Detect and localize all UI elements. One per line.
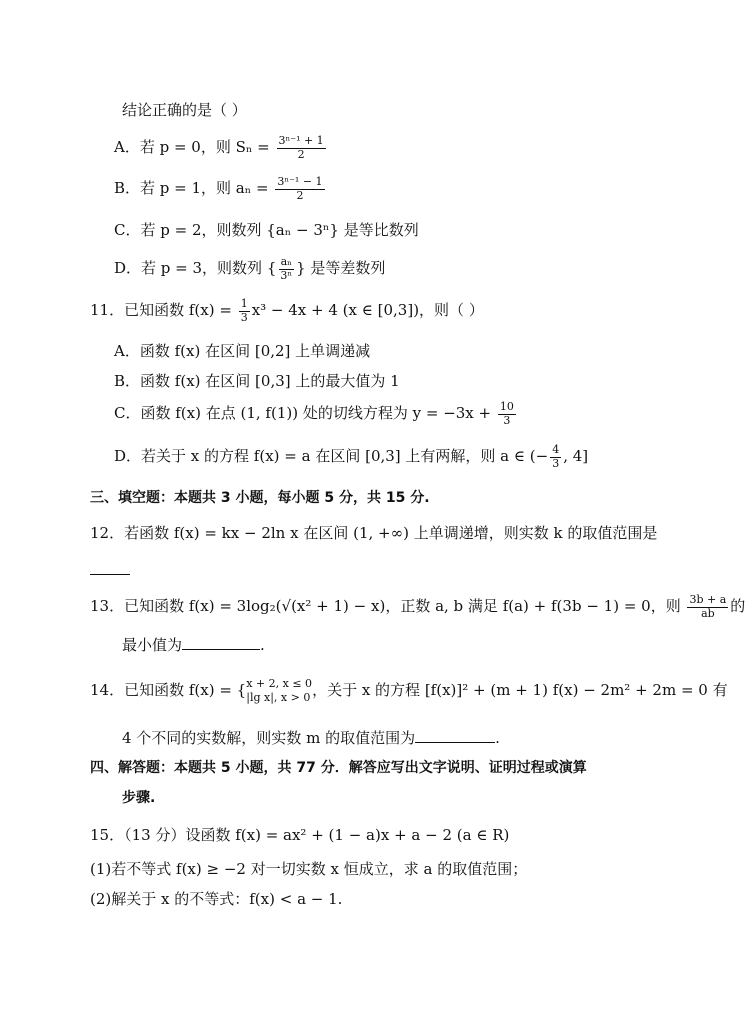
q11-option-d: D．若关于 x 的方程 f(x) = a 在区间 [0,3] 上有两解，则 a ∈ (− $\frac{4}{3}$ , 4] [114, 443, 589, 470]
section-4-heading: 四、解答题：本题共 5 小题，共 77 分．解答应写出文字说明、证明过程或演算 [90, 760, 587, 776]
q11-option-d-fraction: $\frac{4}{3}$ [552, 443, 560, 470]
q11-stem-fraction: $\frac{1}{3}$ [240, 297, 248, 324]
q10-option-a-fraction: $\frac{\text{3ⁿ⁻¹ + 1}}{2}$ [278, 134, 324, 161]
q14-piecewise-cases: x + 2, x ≤ 0 |lg x|, x > 0 [246, 677, 313, 704]
q14-line2: 4 个不同的实数解，则实数 m 的取值范围为 . [122, 729, 500, 747]
q11-option-a: A．函数 f(x) 在区间 [0,2] 上单调递减 [114, 342, 371, 360]
q14-stem: 14．已知函数 f(x) = { x + 2, x ≤ 0 |lg x|, x > 0 ，关于 x 的方程 [f(x)]² + (m + 1) f(x) − 2m² + 2m = 0 有 [90, 677, 728, 704]
q13-fraction: $\frac{3b + a}{ab}$ [689, 593, 727, 620]
q10-option-c: C．若 p = 2，则数列 {aₙ − 3ⁿ} 是等比数列 [114, 221, 419, 239]
q10-stem: 结论正确的是（ ） [122, 101, 247, 119]
q12-answer-blank[interactable] [90, 560, 130, 575]
q11-option-c: C．函数 f(x) 在点 (1, f(1)) 处的切线方程为 y = −3x + $\frac{10}{3}$ [114, 400, 514, 427]
q10-option-b [114, 176, 327, 202]
q11-option-b: B．函数 f(x) 在区间 [0,3] 上的最大值为 1 [114, 372, 400, 390]
q11-option-c-fraction: $\frac{10}{3}$ [499, 400, 514, 427]
q10-option-d: D．若 p = 3，则数列 { $\frac{\text{aₙ}}{\text{3ⁿ}}$ } 是等差数列 [114, 255, 386, 282]
q13-line2: 最小值为 . [122, 636, 265, 654]
q10-option-b-fraction: $\frac{\text{3ⁿ⁻¹ − 1}}{2}$ [277, 175, 323, 202]
q15-stem: 15．（13 分）设函数 f(x) = ax² + (1 − a)x + a − 2 (a ∈ R) [90, 826, 510, 844]
q10-option-d-fraction: $\frac{\text{aₙ}}{\text{3ⁿ}}$ [280, 255, 293, 282]
q11-stem: 11．已知函数 f(x) = $\frac{1}{3}$ x³ − 4x + 4 (x ∈ [0,3])，则（ ） [90, 297, 484, 324]
q15-part1: (1)若不等式 f(x) ≥ −2 对一切实数 x 恒成立，求 a 的取值范围； [90, 860, 528, 878]
q13-stem: 13．已知函数 f(x) = 3log₂(√(x² + 1) − x)，正数 a, b 满足 f(a) + f(3b − 1) = 0，则 $\frac{3b + a}{ab}$ 的 [90, 593, 745, 620]
q10-option-a [114, 135, 328, 161]
q12-stem: 12．若函数 f(x) = kx − 2ln x 在区间 (1, +∞) 上单调递增，则实数 k 的取值范围是 [90, 524, 658, 542]
q14-answer-blank[interactable] [415, 728, 495, 743]
q10-option-a-text: A．若 p = 0，则 Sₙ = [114, 138, 275, 157]
q13-answer-blank[interactable] [182, 635, 260, 650]
q15-part2: (2)解关于 x 的不等式：f(x) < a − 1. [90, 890, 343, 908]
section-4-heading-cont: 步骤. [122, 790, 156, 806]
section-3-heading: 三、填空题：本题共 3 小题，每小题 5 分，共 15 分. [90, 490, 430, 506]
q10-option-b-text: B．若 p = 1，则 aₙ = [114, 179, 274, 198]
q12-answer-line [90, 560, 130, 579]
